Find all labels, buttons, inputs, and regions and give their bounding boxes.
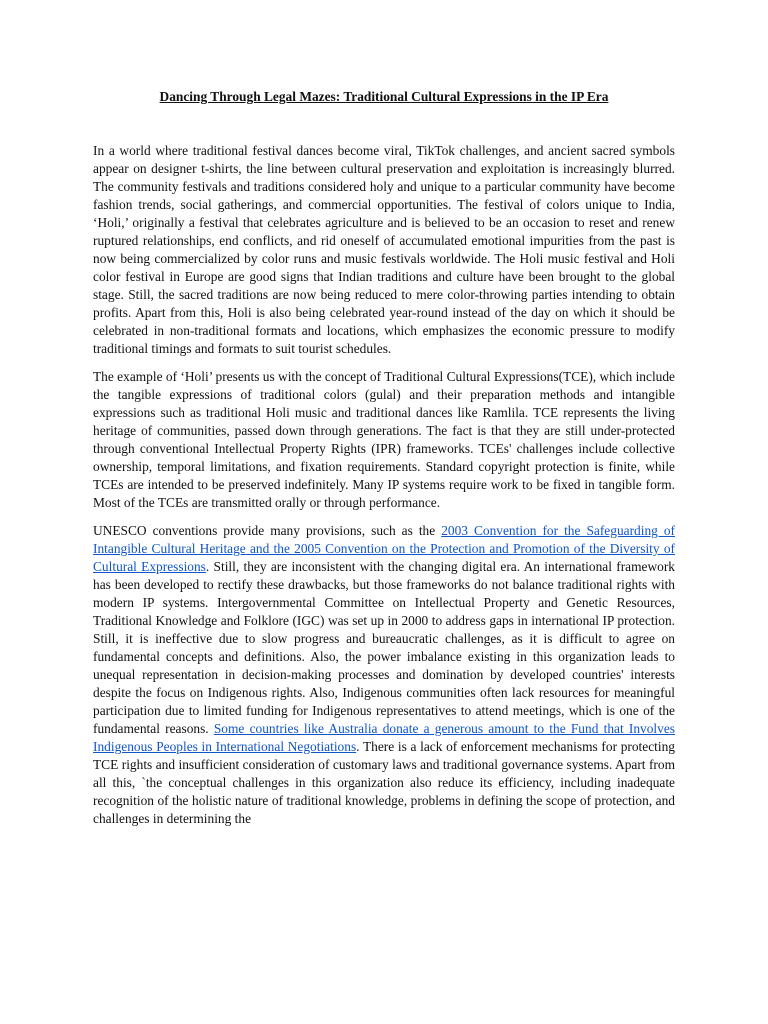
indigenous-fund-link[interactable]: Some countries like Australia donate a generous amount to the Fund that Involves Indigenous Peoples in International Negotiations [93, 721, 675, 754]
paragraph-2: The example of ‘Holi’ presents us with the concept of Traditional Cultural Expressions(TCE), which include the tangible expressions of traditional colors (gulal) and their preparation methods and intangible expressions such as traditional Holi music and traditional dances like Ramlila. TCE represents the living heritage of communities, passed down through generations. The fact is that they are still under-protected through conventional Intellectual Property Rights (IPR) frameworks. TCEs' challenges include collective ownership, temporal limitations, and fixation requirements. Standard copyright protection is finite, while TCEs are intended to be preserved indefinitely. Many IP systems require work to be fixed in tangible form. Most of the TCEs are transmitted orally or through performance. [93, 369, 675, 510]
paragraph-3-text-3: . There is a lack of enforcement mechanisms for protecting TCE rights and insufficient consideration of customary laws and traditional governance systems. Apart from all this, `the conceptual challenges in this organization also reduce its efficiency, including inadequate recognition of the holistic nature of traditional knowledge, problems in defining the scope of protection, and challenges in determining the [93, 739, 675, 826]
paragraph-3-text-1: UNESCO conventions provide many provisions, such as the [93, 523, 442, 538]
document-title: Dancing Through Legal Mazes: Traditional Cultural Expressions in the IP Era [159, 89, 609, 104]
paragraph-3-text-2: . Still, they are inconsistent with the changing digital era. An international framework has been developed to rectify these drawbacks, but those frameworks do not balance traditional rights with modern IP systems. Intergovernmental Committee on Intellectual Property and Genetic Resources, Traditional Knowledge and Folklore (IGC) was set up in 2000 to address gaps in international IP protection. Still, it is ineffective due to slow progress and bureaucratic challenges, as it is difficult to agree on fundamental concepts and definitions. Also, the power imbalance existing in this organization leads to unequal representation in decision-making processes and domination by developed countries' interests despite the focus on Indigenous rights. Also, Indigenous communities often lack resources for meaningful participation due to limited funding for Indigenous representatives to attend meetings, which is one of the fundamental reasons. [93, 559, 675, 736]
unesco-conventions-link[interactable]: 2003 Convention for the Safeguarding of Intangible Cultural Heritage and the 2005 Convention on the Protection and Promotion of the Diversity of Cultural Expressions [93, 523, 676, 574]
document-body [93, 142, 675, 838]
paragraph-3 [93, 522, 675, 828]
paragraph-1: In a world where traditional festival dances become viral, TikTok challenges, and ancient sacred symbols appear on designer t-shirts, the line between cultural preservation and exploitation is increasingly blurred. The community festivals and traditions considered holy and unique to a particular community have become fashion trends, social gatherings, and commercial opportunities. The festival of colors unique to India, ‘Holi,’ originally a festival that celebrates agriculture and is believed to be an occasion to reset and renew ruptured relationships, end conflicts, and rid oneself of accumulated emotional impurities from the past is now being commercialized by color runs and music festivals worldwide. The Holi music festival and Holi color festival in Europe are good signs that Indian traditions and culture have been brought to the global stage. Still, the sacred traditions are now being reduced to mere color-throwing parties intending to obtain profits. Apart from this, Holi is also being celebrated year-round instead of the day on which it should be celebrated in non-traditional formats and locations, which emphasizes the economic pressure to modify traditional timings and formats to suit tourist schedules. [93, 143, 675, 356]
